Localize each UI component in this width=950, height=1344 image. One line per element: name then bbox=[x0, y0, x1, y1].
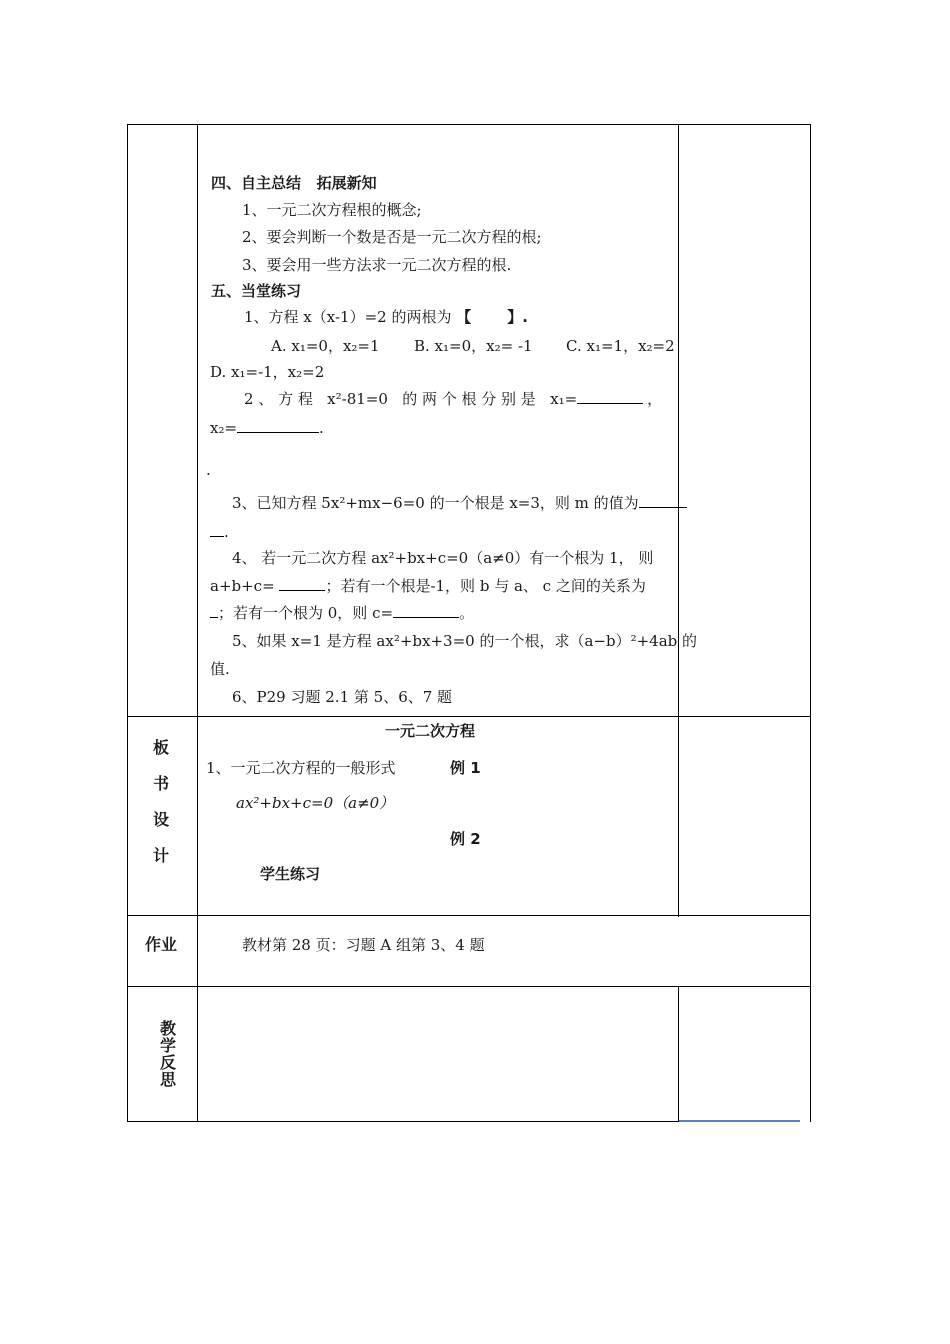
stray-dot: . bbox=[206, 461, 211, 479]
homework-label: 作业 bbox=[145, 935, 178, 954]
board-label-char: 计 bbox=[153, 846, 170, 865]
board-example1: 例 1 bbox=[450, 759, 481, 777]
q4-relation-blank bbox=[210, 603, 218, 618]
q3-end-line bbox=[210, 522, 229, 542]
section4-item: 1、一元二次方程根的概念; bbox=[242, 201, 422, 219]
q1-stem-text: 1、方程 x（x-1）=2 的两根为 bbox=[244, 308, 452, 326]
row-divider-2 bbox=[127, 915, 811, 916]
q4-sum-blank bbox=[279, 576, 325, 591]
table-right-border bbox=[810, 124, 811, 1122]
board-label-char: 板 bbox=[153, 738, 170, 757]
q2-x2-blank bbox=[237, 418, 319, 433]
q4-line2 bbox=[210, 576, 646, 596]
q2-comma: ， bbox=[647, 390, 663, 408]
q4-line3 bbox=[210, 603, 474, 623]
q2-stem bbox=[244, 389, 662, 409]
table-bottom-border bbox=[127, 1121, 679, 1122]
section5-heading: 五、当堂练习 bbox=[211, 282, 302, 300]
board-label-char: 书 bbox=[153, 774, 170, 793]
board-example2: 例 2 bbox=[450, 830, 481, 848]
q3-stem bbox=[232, 493, 687, 513]
board-title: 一元二次方程 bbox=[385, 722, 476, 740]
q1-bracket-close: 】. bbox=[507, 308, 528, 326]
q4-sum-label: a+b+c= bbox=[210, 577, 275, 595]
board-label-char: 设 bbox=[153, 810, 170, 829]
q2-x2-label: x₂= bbox=[210, 419, 238, 437]
q3-blank-b bbox=[210, 522, 224, 537]
board-practice: 学生练习 bbox=[260, 865, 321, 883]
q5-line1: 5、如果 x=1 是方程 ax²+bx+3=0 的一个根，求（a−b）²+4ab 的 bbox=[232, 632, 698, 650]
q1-stem bbox=[244, 307, 528, 327]
reflection-label-char: 学 bbox=[160, 1036, 177, 1055]
row-divider-1 bbox=[127, 716, 811, 717]
homework-text: 教材第 28 页：习题 A 组第 3、4 题 bbox=[242, 936, 485, 954]
q4-c-blank bbox=[393, 603, 459, 618]
table-top-border bbox=[127, 124, 811, 125]
q1-option-c: C. x₁=1，x₂=2 bbox=[566, 337, 675, 355]
section4-item: 3、要会用一些方法求一元二次方程的根. bbox=[242, 256, 512, 274]
reflection-label-char: 思 bbox=[160, 1070, 177, 1089]
q4-line1: 4、 若一元二次方程 ax²+bx+c=0（a≠0）有一个根为 1， 则 bbox=[232, 549, 654, 567]
q3-end: . bbox=[224, 523, 229, 541]
row-divider-3 bbox=[127, 986, 811, 987]
reflection-label-char: 教 bbox=[160, 1019, 177, 1038]
q2-x1-blank bbox=[577, 389, 643, 404]
q2-x2-line bbox=[210, 418, 324, 438]
content-column-divider-upper bbox=[678, 124, 679, 917]
table-left-border bbox=[127, 124, 128, 1122]
q1-option-a: A. x₁=0，x₂=1 bbox=[271, 337, 380, 355]
q1-bracket-open: 【 bbox=[456, 308, 472, 326]
board-formula: ax²+bx+c=0（a≠0） bbox=[236, 794, 395, 812]
q3-blank-a bbox=[639, 493, 687, 508]
q1-option-b: B. x₁=0，x₂= -1 bbox=[414, 337, 533, 355]
table-bottom-accent bbox=[679, 1120, 800, 1122]
q2-stem-text: 2 、 方 程 x²-81=0 的 两 个 根 分 别 是 x₁= bbox=[244, 390, 578, 408]
q6: 6、P29 习题 2.1 第 5、6、7 题 bbox=[232, 688, 453, 706]
q3-stem-text: 3、已知方程 5x²+mx−6=0 的一个根是 x=3，则 m 的值为 bbox=[232, 494, 639, 512]
q5-line2: 值. bbox=[210, 660, 230, 678]
label-column-divider bbox=[197, 124, 198, 1122]
section4-item: 2、要会判断一个数是否是一元二次方程的根; bbox=[242, 228, 542, 246]
q1-option-d: D. x₁=-1，x₂=2 bbox=[210, 363, 325, 381]
q2-end: . bbox=[319, 419, 324, 437]
board-line1: 1、一元二次方程的一般形式 bbox=[206, 759, 396, 777]
content-column-divider-lower bbox=[678, 986, 679, 1122]
q4-zero-root-text: ；若有一个根为 0，则 c= bbox=[218, 604, 394, 622]
section4-heading: 四、自主总结 拓展新知 bbox=[211, 174, 377, 192]
q4-end: 。 bbox=[459, 604, 475, 622]
q4-relation-text: ；若有一个根是-1，则 b 与 a、 c 之间的关系为 bbox=[325, 577, 646, 595]
reflection-label-char: 反 bbox=[160, 1053, 177, 1072]
